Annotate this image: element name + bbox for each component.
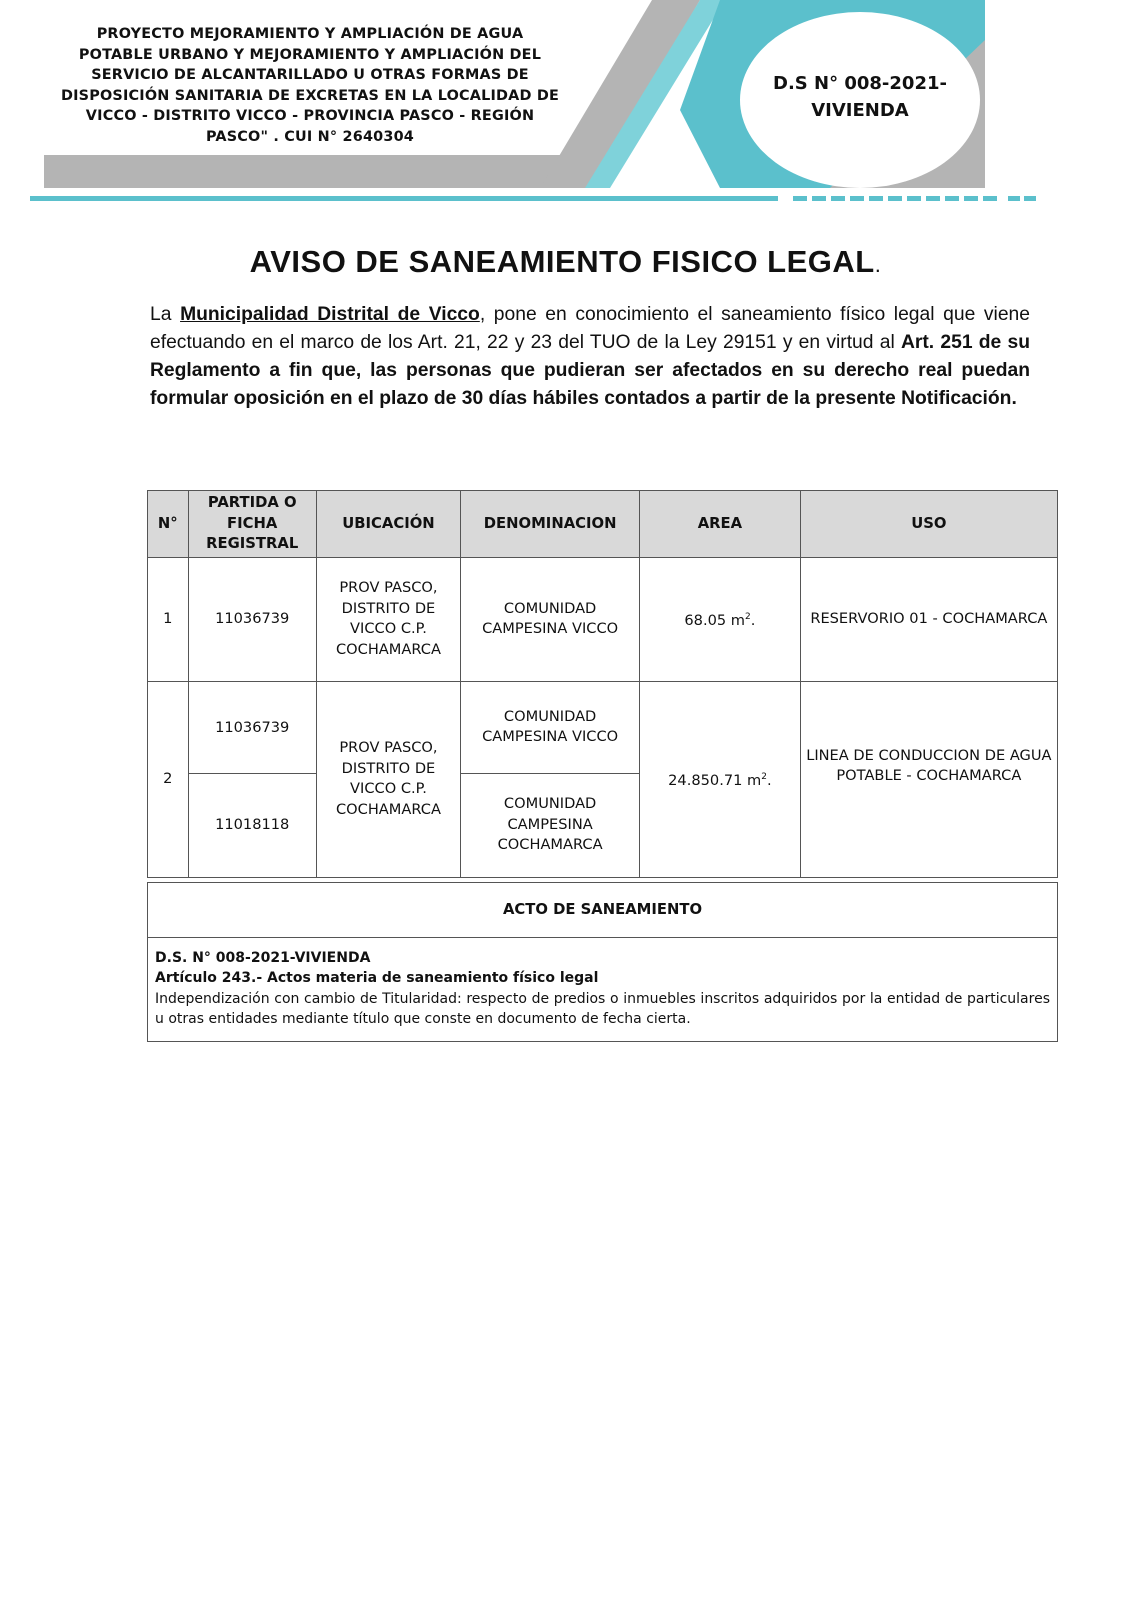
row1-partida: 11036739 bbox=[188, 557, 316, 681]
decree-badge-line1: D.S N° 008-2021- bbox=[773, 73, 947, 94]
row2-partida-b: 11018118 bbox=[188, 773, 316, 877]
row2-denominacion-b: COMUNIDAD CAMPESINA COCHAMARCA bbox=[461, 773, 640, 877]
notice-title-dot: . bbox=[874, 252, 882, 277]
row2-area-sup: 2 bbox=[761, 771, 768, 782]
row2-area-suffix: . bbox=[767, 771, 772, 789]
row1-number: 1 bbox=[148, 557, 189, 681]
row1-area-sup: 2 bbox=[745, 611, 751, 622]
intro-bold-text: Art. 251 de su Reglamento a fin que, las personas que pudieran ser afectados en su derecho real puedan formular oposición en el plazo de 30 días hábiles contados a partir de la presente Notificación. bbox=[150, 332, 1030, 409]
act-body bbox=[148, 938, 1057, 1039]
row1-uso: RESERVORIO 01 - COCHAMARCA bbox=[800, 557, 1057, 681]
act-section bbox=[147, 882, 1058, 1042]
row2-partida-a: 11036739 bbox=[188, 681, 316, 773]
row1-area-suffix: . bbox=[750, 611, 756, 629]
act-article: Artículo 243.- Actos materia de saneamiento físico legal bbox=[155, 970, 599, 987]
row2-denominacion-a: COMUNIDAD CAMPESINA VICCO bbox=[461, 681, 640, 773]
decree-badge-line2: VIVIENDA bbox=[811, 100, 909, 121]
row1-area bbox=[640, 557, 801, 681]
row2-uso: LINEA DE CONDUCCION DE AGUA POTABLE - COCHAMARCA bbox=[800, 681, 1057, 877]
col-header-denominacion: DENOMINACION bbox=[461, 491, 640, 558]
row2-number: 2 bbox=[148, 681, 189, 877]
table-row bbox=[148, 681, 1058, 773]
act-header: ACTO DE SANEAMIENTO bbox=[148, 883, 1057, 938]
notice-title-text: AVISO DE SANEAMIENTO FISICO LEGAL bbox=[249, 244, 875, 279]
intro-paragraph bbox=[150, 301, 1030, 413]
row2-area-value: 24.850.71 m bbox=[668, 771, 762, 789]
table-row bbox=[148, 557, 1058, 681]
notice-title bbox=[0, 244, 1131, 280]
act-decree: D.S. N° 008-2021-VIVIENDA bbox=[155, 950, 371, 966]
col-header-number: N° bbox=[148, 491, 189, 558]
col-header-partida: PARTIDA O FICHA REGISTRAL bbox=[188, 491, 316, 558]
row2-ubicacion: PROV PASCO, DISTRITO DE VICCO C.P. COCHAMARCA bbox=[316, 681, 460, 877]
row2-area bbox=[640, 681, 801, 877]
col-header-area: AREA bbox=[640, 491, 801, 558]
row1-area-value: 68.05 m bbox=[684, 611, 746, 629]
property-table bbox=[147, 490, 1058, 878]
row1-denominacion: COMUNIDAD CAMPESINA VICCO bbox=[461, 557, 640, 681]
intro-prefix: La bbox=[150, 304, 181, 325]
intro-normal-text: , pone en conocimiento el saneamiento físico legal que viene efectuando en el marco de los Art. 21, 22 y 23 del TUO de la Ley 29151 y en virtud al bbox=[150, 304, 1030, 353]
entity-name: Municipalidad Distrital de Vicco bbox=[180, 304, 480, 325]
act-description: Independización con cambio de Titularidad: respecto de predios o inmuebles inscritos adquiridos por la entidad de particulares u otras entidades mediante título que conste en documento de fecha cierta. bbox=[155, 990, 1050, 1027]
col-header-ubicacion: UBICACIÓN bbox=[316, 491, 460, 558]
table-header-row bbox=[148, 491, 1058, 558]
project-title: PROYECTO MEJORAMIENTO Y AMPLIACIÓN DE AGUA POTABLE URBANO Y MEJORAMIENTO Y AMPLIACIÓN DEL SERVICIO DE ALCANTARILLADO U OTRAS FORMAS DE DISPOSICIÓN SANITARIA DE EXCRETAS EN LA LOCALIDAD DE VICCO - DISTRITO VICCO - PROVINCIA PASCO - REGIÓN PASCO" . CUI N° 2640304 bbox=[60, 26, 560, 145]
row1-ubicacion: PROV PASCO, DISTRITO DE VICCO C.P. COCHAMARCA bbox=[316, 557, 460, 681]
col-header-uso: USO bbox=[800, 491, 1057, 558]
decree-badge bbox=[760, 70, 960, 124]
